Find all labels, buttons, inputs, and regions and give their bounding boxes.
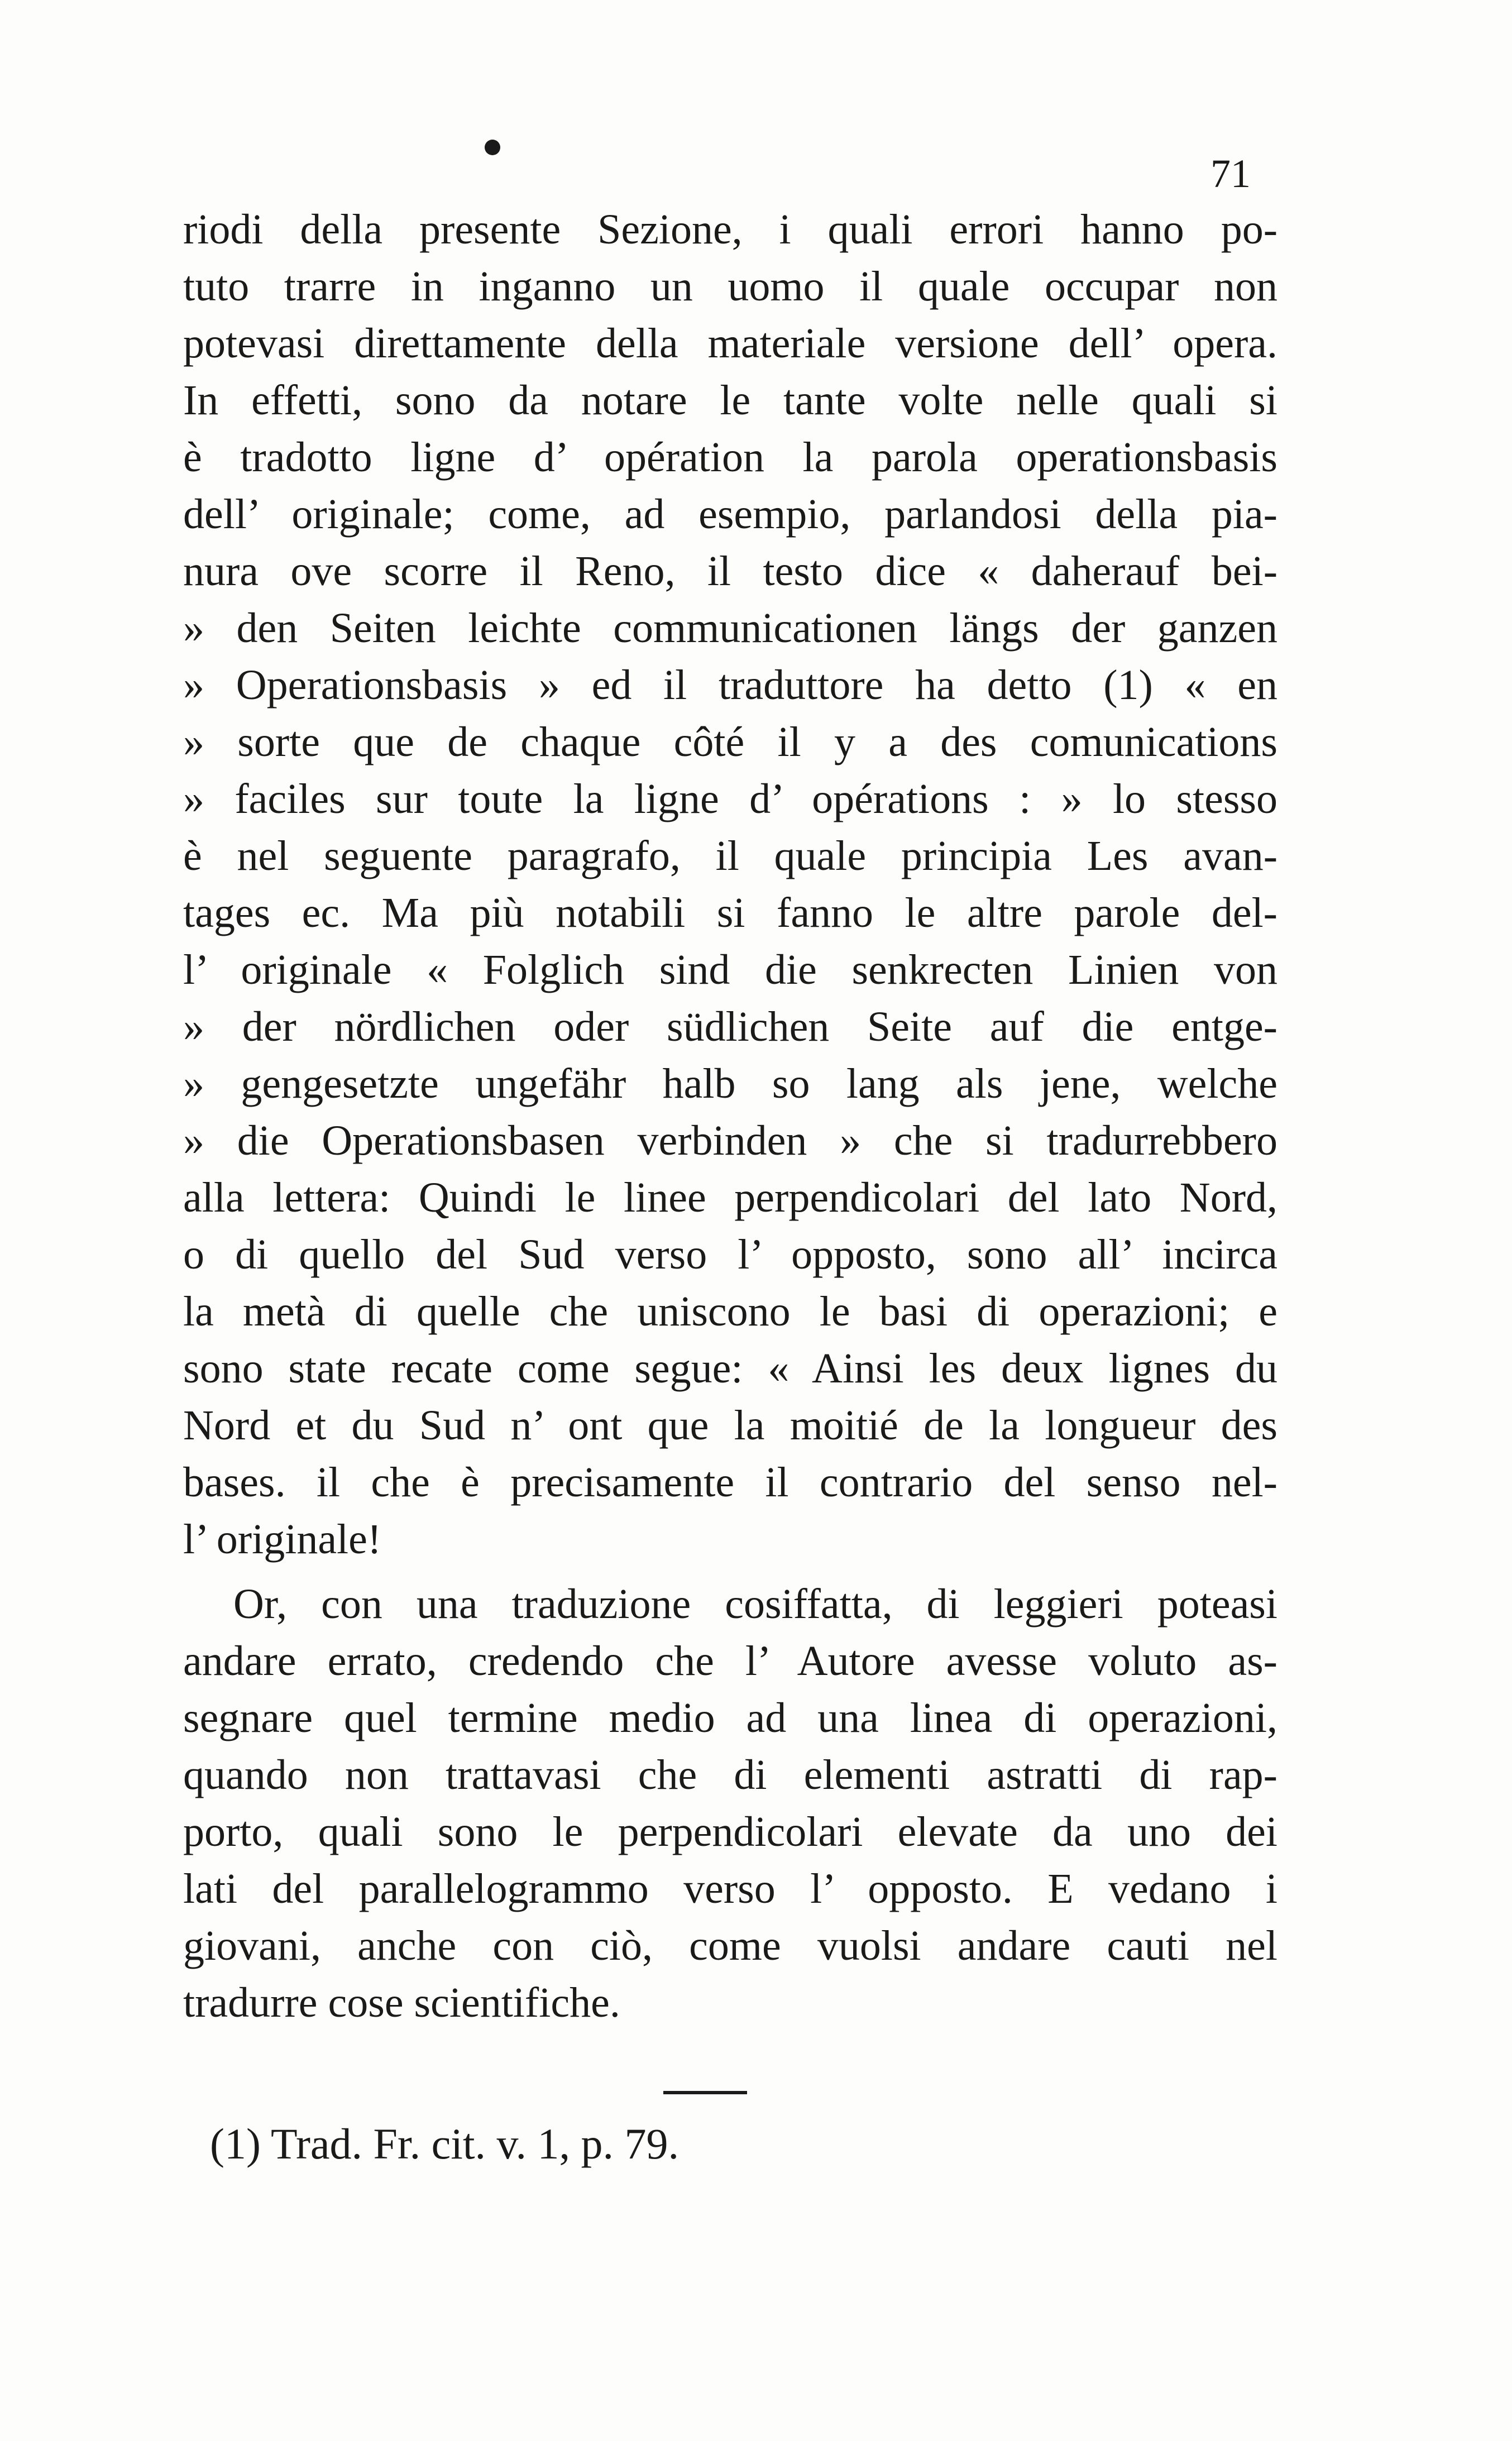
text-line: riodi della presente Sezione, i quali errori hanno po- xyxy=(183,206,1277,253)
paragraph-line: giovani, anche con ciò, come vuolsi andare cauti nel xyxy=(183,1922,1277,1969)
page-ornament-dot xyxy=(485,140,500,155)
paragraph-line: porto, quali sono le perpendicolari elevate da uno dei xyxy=(183,1808,1277,1855)
text-line: dell’ originale; come, ad esempio, parlandosi della pia- xyxy=(183,491,1277,538)
text-line: » die Operationsbasen verbinden » che si tradurrebbero xyxy=(183,1117,1277,1164)
paragraph-line: Or, con una traduzione cosiffatta, di leggieri poteasi xyxy=(233,1581,1277,1628)
paragraph-line: andare errato, credendo che l’ Autore avesse voluto as- xyxy=(183,1638,1277,1684)
paragraph-line: lati del parallelogrammo verso l’ opposto. E vedano i xyxy=(183,1865,1277,1912)
text-line: Nord et du Sud n’ ont que la moitié de la longueur des xyxy=(183,1402,1277,1449)
text-line: è tradotto ligne d’ opération la parola operationsbasis xyxy=(183,434,1277,481)
text-line: la metà di quelle che uniscono le basi di operazioni; e xyxy=(183,1288,1277,1335)
text-line: potevasi direttamente della materiale versione dell’ opera. xyxy=(183,320,1277,367)
text-line: alla lettera: Quindi le linee perpendicolari del lato Nord, xyxy=(183,1174,1277,1221)
text-line: l’ originale « Folglich sind die senkrecten Linien von xyxy=(183,946,1277,993)
text-line: tages ec. Ma più notabili si fanno le altre parole del- xyxy=(183,889,1277,936)
text-line: » gengesetzte ungefähr halb so lang als jene, welche xyxy=(183,1060,1277,1107)
paragraph-line: tradurre cose scientifiche. xyxy=(183,1979,620,2026)
text-line: è nel seguente paragrafo, il quale principia Les avan- xyxy=(183,832,1277,879)
text-line: sono state recate come segue: « Ainsi les deux lignes du xyxy=(183,1345,1277,1392)
text-line: » den Seiten leichte communicationen längs der ganzen xyxy=(183,605,1277,652)
footnote-separator xyxy=(663,2091,747,2094)
text-line: o di quello del Sud verso l’ opposto, sono all’ incirca xyxy=(183,1231,1277,1278)
footnote: (1) Trad. Fr. cit. v. 1, p. 79. xyxy=(210,2119,679,2168)
text-line: l’ originale! xyxy=(183,1516,382,1563)
text-line: nura ove scorre il Reno, il testo dice « daherauf bei- xyxy=(183,548,1277,595)
text-line: In effetti, sono da notare le tante volte nelle quali si xyxy=(183,377,1277,424)
paragraph-line: quando non trattavasi che di elementi astratti di rap- xyxy=(183,1751,1277,1798)
paragraph-line: segnare quel termine medio ad una linea di operazioni, xyxy=(183,1695,1277,1741)
text-line: » Operationsbasis » ed il traduttore ha detto (1) « en xyxy=(183,662,1277,709)
text-line: tuto trarre in inganno un uomo il quale occupar non xyxy=(183,263,1277,310)
text-line: bases. il che è precisamente il contrario del senso nel- xyxy=(183,1459,1277,1506)
body-text xyxy=(183,201,1277,2031)
page-number: 71 xyxy=(1210,151,1251,196)
text-line: » sorte que de chaque côté il y a des comunications xyxy=(183,719,1277,765)
text-line: » faciles sur toute la ligne d’ opérations : » lo stesso xyxy=(183,776,1277,822)
text-line: » der nördlichen oder südlichen Seite auf die entge- xyxy=(183,1003,1277,1050)
